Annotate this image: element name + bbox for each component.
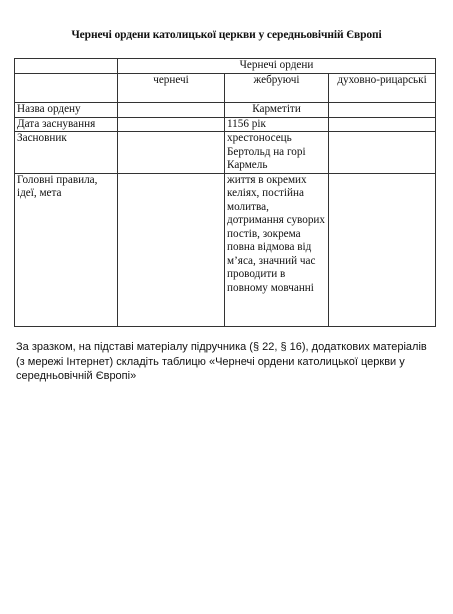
group-header-cell: Чернечі ордени xyxy=(118,59,436,74)
table-cell xyxy=(329,132,436,174)
table-row xyxy=(15,173,436,326)
column-header-monastic: чернечі xyxy=(118,74,225,103)
table-cell xyxy=(118,132,225,174)
table-cell: 1156 рік xyxy=(225,117,329,132)
row-label: Назва ордену xyxy=(15,103,118,118)
table-cell xyxy=(329,173,436,326)
table-corner-cell xyxy=(15,59,118,74)
table-cell: хрестоносець Бертольд на горі Кармель xyxy=(225,132,329,174)
column-header-mendicant: жебруючі xyxy=(225,74,329,103)
task-instructions: За зразком, на підставі матеріалу підручника (§ 22, § 16), додаткових матеріалів (з мережі Інтернет) складіть таблицю «Чернечі ордени католицької церкви у середньовічній Європі» xyxy=(16,341,427,382)
orders-table xyxy=(14,58,436,327)
row-label: Засновник xyxy=(15,132,118,174)
table-cell xyxy=(329,103,436,118)
table-corner-cell xyxy=(15,74,118,103)
table-row xyxy=(15,103,436,118)
table-cell: життя в окремих келіях, постійна молитва, дотримання суворих постів, зокрема повна відмова від м’яса, значний час проводити в повному мовчанні xyxy=(225,173,329,326)
table-cell xyxy=(118,103,225,118)
table-cell xyxy=(118,117,225,132)
document-title: Чернечі ордени католицької церкви у середньовічній Європі xyxy=(71,29,382,41)
row-label: Дата заснування xyxy=(15,117,118,132)
table-subheader-row xyxy=(15,74,436,103)
table-row xyxy=(15,132,436,174)
table-header-row xyxy=(15,59,436,74)
table-cell xyxy=(118,173,225,326)
table-cell xyxy=(329,117,436,132)
table-cell: Карметіти xyxy=(225,103,329,118)
table-row xyxy=(15,117,436,132)
column-header-knightly: духовно-рицарські xyxy=(329,74,436,103)
row-label: Головні правила, ідеї, мета xyxy=(15,173,118,326)
